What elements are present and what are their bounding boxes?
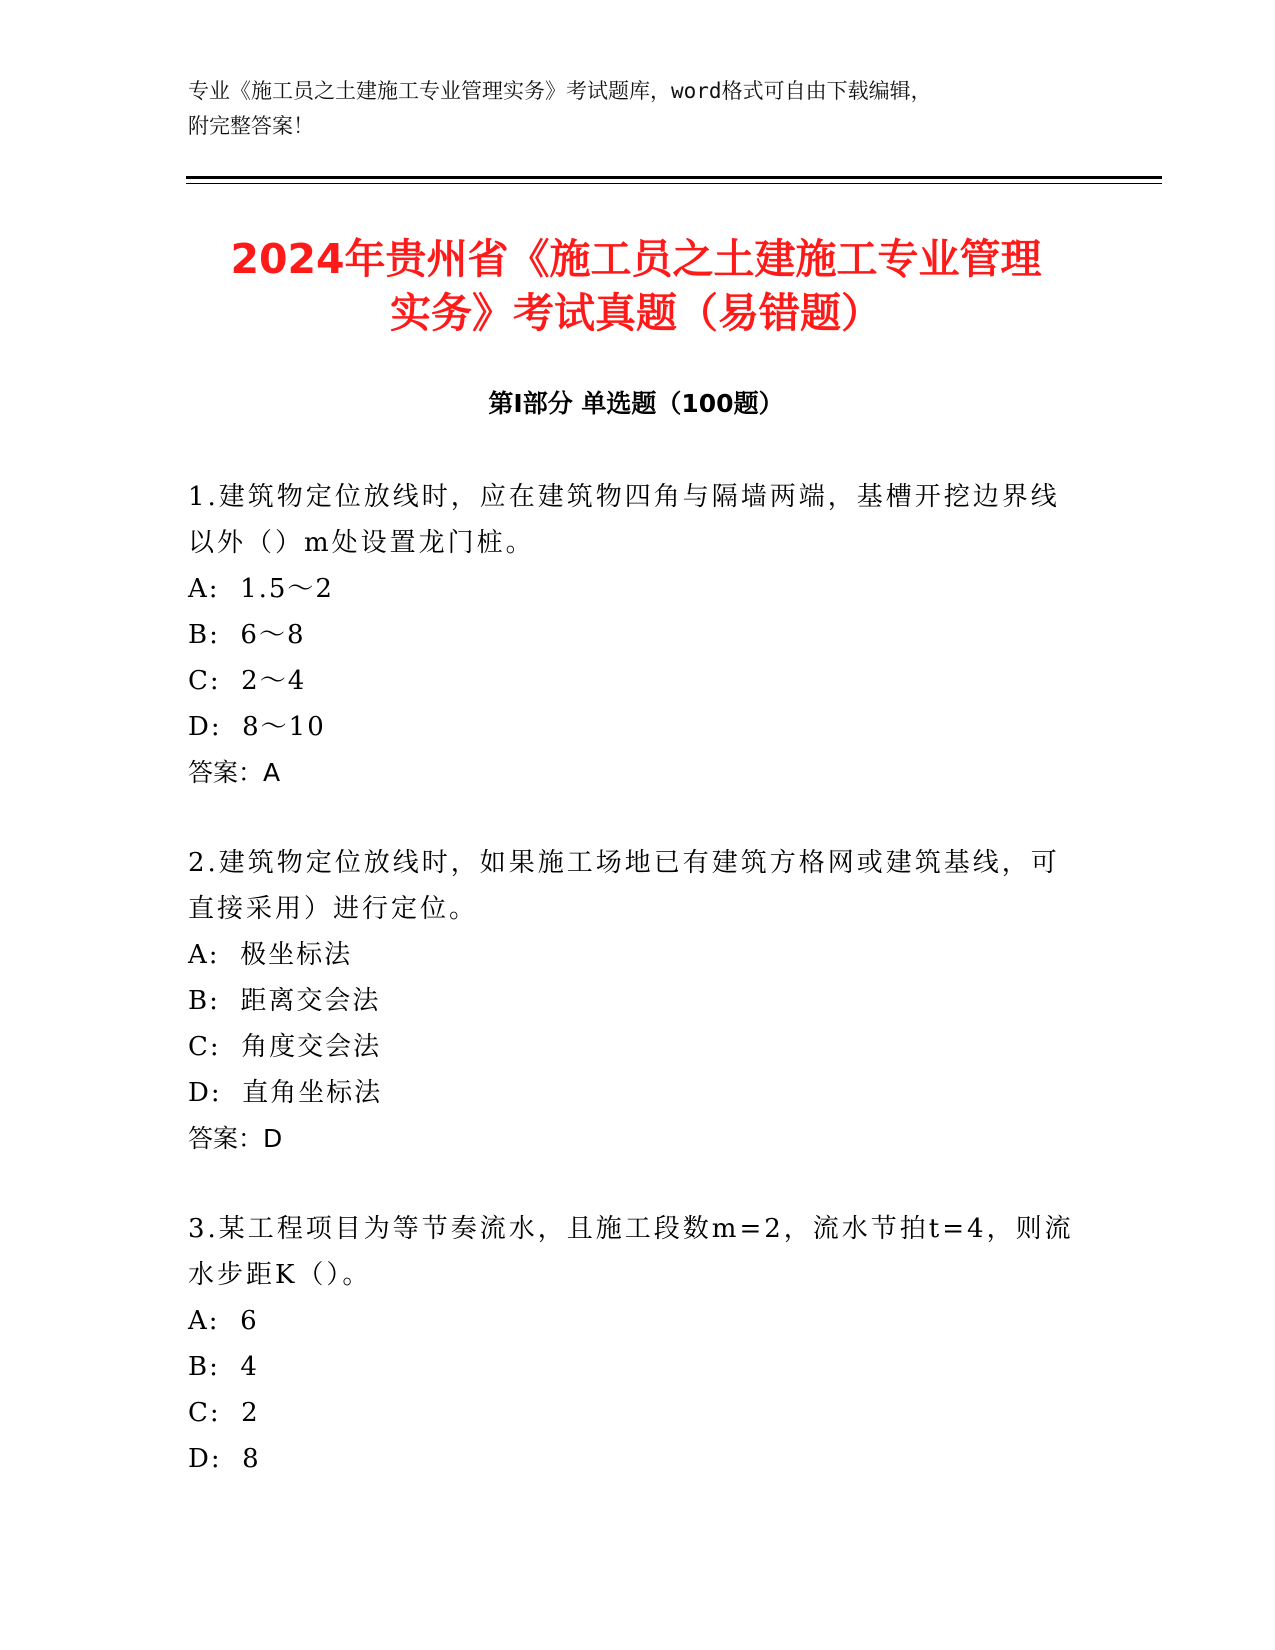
option-a: A: 极坐标法 <box>188 940 353 970</box>
question-2 <box>188 840 1088 1162</box>
option-c: C: 2～4 <box>188 666 307 696</box>
question-3 <box>188 1206 1088 1482</box>
header-note <box>188 74 1088 144</box>
document-title-line1: 2024年贵州省《施工员之土建施工专业管理 <box>230 235 1042 283</box>
section-heading: 第Ⅰ部分 单选题（100题） <box>488 389 784 418</box>
question-1 <box>188 474 1088 796</box>
document-title-line2: 实务》考试真题（易错题） <box>390 289 882 337</box>
option-a: A: 1.5～2 <box>188 574 334 604</box>
option-b: B: 距离交会法 <box>188 986 381 1016</box>
question-text: 2.建筑物定位放线时，如果施工场地已有建筑方格网或建筑基线，可直接采用）进行定位。 <box>188 848 1060 924</box>
document-title <box>186 232 1086 340</box>
option-b: B: 6～8 <box>188 620 306 650</box>
question-list <box>188 474 1088 1526</box>
option-b: B: 4 <box>188 1352 259 1382</box>
option-c: C: 2 <box>188 1398 260 1428</box>
option-d: D: 直角坐标法 <box>188 1078 383 1108</box>
header-divider-thick <box>186 176 1162 179</box>
option-c: C: 角度交会法 <box>188 1032 382 1062</box>
option-d: D: 8 <box>188 1444 261 1474</box>
option-a: A: 6 <box>188 1306 259 1336</box>
answer: 答案：A <box>188 758 281 787</box>
header-divider-thin <box>186 183 1162 184</box>
question-text: 1.建筑物定位放线时，应在建筑物四角与隔墙两端，基槽开挖边界线以外（）m处设置龙门桩。 <box>188 482 1060 558</box>
question-text: 3.某工程项目为等节奏流水，且施工段数m=2，流水节拍t=4，则流水步距K（）。 <box>188 1214 1074 1290</box>
answer: 答案：D <box>188 1124 283 1153</box>
option-d: D: 8～10 <box>188 712 326 742</box>
header-note-line2: 附完整答案！ <box>188 114 314 138</box>
header-note-line1: 专业《施工员之土建施工专业管理实务》考试题库，word格式可自由下载编辑， <box>188 79 932 103</box>
